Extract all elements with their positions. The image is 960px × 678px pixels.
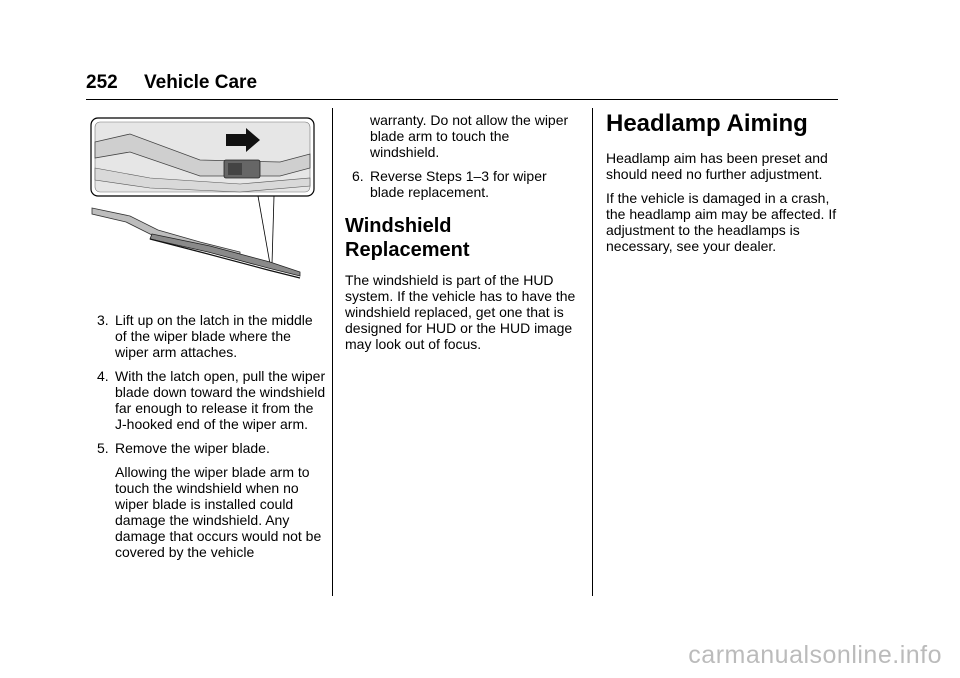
windshield-replacement-body: The windshield is part of the HUD system. If the vehicle has to have the windshield replaced, get one that is designed for HUD or the HUD image may look out of focus. [345, 272, 576, 352]
headlamp-para-1: Headlamp aim has been preset and should need no further adjustment. [606, 150, 828, 182]
step-text: With the latch open, pull the wiper blade down toward the windshield far enough to release it from the J-hooked end of the wiper arm. [115, 368, 326, 432]
step-3 [90, 312, 326, 360]
page-header [86, 66, 838, 100]
column-2 [345, 112, 581, 360]
step-number: 6. [352, 168, 364, 184]
column-3 [606, 110, 842, 262]
headlamp-para-2: If the vehicle is damaged in a crash, the headlamp aim may be affected. If adjustment to the headlamps is necessary, see your dealer. [606, 190, 837, 254]
inset-latch-highlight [228, 163, 242, 175]
wiper-blade-edge [150, 239, 300, 278]
step-5 [90, 440, 326, 456]
headlamp-aiming-heading: Headlamp Aiming [606, 110, 808, 137]
step-4 [90, 368, 326, 432]
step-6 [345, 168, 581, 200]
column-1 [90, 312, 326, 568]
callout-line-1 [258, 196, 270, 264]
step-text: Remove the wiper blade. [115, 440, 270, 456]
step-number: 5. [97, 440, 109, 456]
step-text: Lift up on the latch in the middle of the wiper blade where the wiper arm attaches. [115, 312, 313, 360]
column-divider-1 [332, 108, 333, 596]
step-number: 4. [97, 368, 109, 384]
wiper-blade-illustration [90, 112, 318, 292]
page-number: 252 [86, 72, 118, 93]
caution-note-continued: warranty. Do not allow the wiper blade arm to touch the windshield. [370, 112, 569, 160]
step-number: 3. [97, 312, 109, 328]
watermark: carmanualsonline.info [688, 641, 942, 669]
wiper-blade [150, 234, 300, 276]
column-divider-2 [592, 108, 593, 596]
windshield-replacement-heading: Windshield Replacement [345, 215, 470, 261]
caution-note: Allowing the wiper blade arm to touch the windshield when no wiper blade is installed could damage the windshield. Any damage that occurs would not be covered by the vehicle [115, 464, 322, 560]
section-title: Vehicle Care [144, 72, 258, 93]
callout-line-2 [272, 196, 274, 264]
step-text: Reverse Steps 1–3 for wiper blade replacement. [370, 168, 547, 200]
